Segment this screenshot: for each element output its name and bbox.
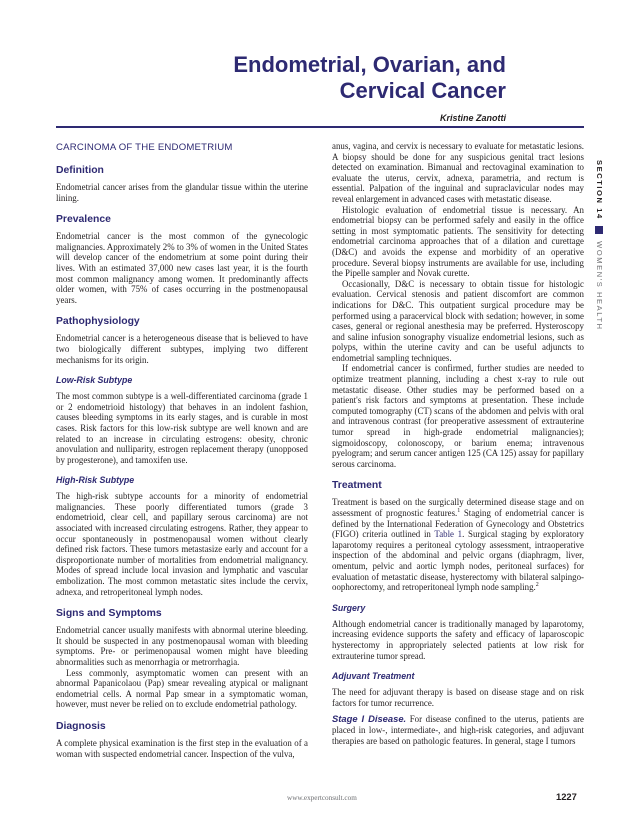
author-name: Kristine Zanotti <box>439 113 506 123</box>
high-risk-paragraph: The high-risk subtype accounts for a minority of endometrial malignancies. These poorly differentiated tumors (grade 3 endometrioid, clear cell, and papillary serous carcinoma) are not associated with increased circulating estrogens. Rather, they appear to occur spontaneously in postmenopausal women without clearly defined risk factors. These tumors metastasize early and account for a disproportionate number of mortalities from endometrial malignancy. Modes of spread include local invasion and lymphatic and vascular embolization. The most common metastatic sites include the cervix, adnexa, and retroperitoneal lymph nodes. <box>56 491 308 597</box>
treatment-heading: Treatment <box>332 480 382 492</box>
low-risk-paragraph: The most common subtype is a well-differentiated carcinoma (grade 1 or 2 endometrioid histology) that behaves in an indolent fashion, causes bleeding symptoms in its early stages, and is curable in most cases. Risk factors for this low-risk subtype are well known and are related to an increase in circulating estrogens: obesity, chronic anovulation and nulliparity, estrogen replacement therapy (unopposed by progesterone), and tamoxifen use. <box>56 391 308 465</box>
treatment-text: Staging of endometrial cancer is defined by the International Federation of Gynecology and Obstetrics (FIGO) criteria outlined in <box>332 508 584 540</box>
pathophysiology-heading: Pathophysiology <box>56 316 140 328</box>
footer-url[interactable]: www.expertconsult.com <box>287 794 357 802</box>
body-paragraph: Occasionally, D&C is necessary to obtain tissue for histologic evaluation. Cervical stenosis and patient discomfort are common indications for D&C. This outpatient surgical procedure may be performed using a paracervical block with sedation; however, in some cases, general or regional anesthesia may be preferred. Hysteroscopy and saline infusion sonography visualize endometrial lesions, such as polyps, within the uterine cavity and can be useful adjuncts to endometrial sampling techniques. <box>332 278 584 363</box>
prevalence-heading: Prevalence <box>56 214 111 226</box>
chapter-title-line-1: Endometrial, Ovarian, and <box>233 52 506 77</box>
stage-paragraph <box>332 714 584 746</box>
stage-lead: Stage I Disease. <box>332 713 407 725</box>
surgery-heading: Surgery <box>332 602 366 613</box>
body-paragraph: Histologic evaluation of endometrial tissue is necessary. An endometrial biopsy can be performed safely and easily in the office setting in most symptomatic patients. The sensitivity for detecting endometrial carcinoma approaches that of a dilation and curettage (D&C) and avoids the expense and morbidity of an operative procedure. Several biopsy instruments are available for use, including the Pipelle sampler and Novak curette. <box>332 204 584 279</box>
stage-text: For disease confined to the uterus, patients are placed in low-, intermediate-, and high-risk categories, and adjuvant therapies are based on pathologic features. In general, stage I tumors <box>332 714 584 746</box>
right-column <box>332 141 584 781</box>
diagnosis-heading: Diagnosis <box>56 720 106 732</box>
pathophysiology-paragraph: Endometrial cancer is a heterogeneous disease that is believed to have two biologically different subtypes, implying two different mechanisms for its origin. <box>56 333 308 365</box>
table-1-link[interactable]: Table 1 <box>434 529 463 540</box>
main-section-heading: CARCINOMA OF THE ENDOMETRIUM <box>56 142 233 153</box>
left-column <box>56 141 308 781</box>
treatment-text: Treatment is based on the surgically determined disease stage and on assessment of prognostic features. <box>332 497 584 518</box>
body-paragraph: anus, vagina, and cervix is necessary to evaluate for metastatic lesions. A biopsy should be done for any suspicious genital tract lesions detected on examination. Bimanual and rectovaginal examination to evaluate the uterus, cervix, adnexa, parametria, and rectum is essential. Palpation of the inguinal and supraclavicular nodes may reveal enlargement in advanced cases with metastatic disease. <box>332 141 584 204</box>
reference-marker: 1 <box>457 508 461 515</box>
reference-marker: 2 <box>535 582 539 589</box>
signs-paragraph: Endometrial cancer usually manifests with abnormal uterine bleeding. It should be suspected in any postmenopausal woman with bleeding symptoms. Pre- or perimenopausal women might have bleeding abnormalities such as menorrhagia or metrorrhagia. <box>56 625 308 667</box>
adjuvant-paragraph: The need for adjuvant therapy is based on disease stage and on risk factors for tumor recurrence. <box>332 687 584 708</box>
treatment-text: . Surgical staging by exploratory laparotomy requires a peritoneal cytology assessment, intraoperative inspection of the abdominal and pelvic organs (diaphragm, liver, omentum, pelvic and aortic lymph nodes, peritoneal surfaces) for evaluation of metastatic disease, hysterectomy with bilateral salpingo-oophorectomy, and retroperitoneal lymph node sampling. <box>332 529 584 593</box>
treatment-paragraph <box>332 497 584 592</box>
definition-heading: Definition <box>56 165 104 176</box>
square-bullet-icon <box>595 226 603 234</box>
section-label: SECTION 14 <box>595 160 604 220</box>
diagnosis-paragraph: A complete physical examination is the first step in the evaluation of a woman with suspected endometrial cancer. Inspection of the vulva, <box>56 737 308 759</box>
section-category: WOMEN'S HEALTH <box>595 241 604 331</box>
prevalence-paragraph: Endometrial cancer is the most common of the gynecologic malignancies. Approximately 2% to 3% of women in the United States will develop cancer of the endometrium at some point during their lives. With an estimated 37,000 new cases last year, it is the fourth most common malignancy among women. It predominantly affects older women, with 75% of cases occurring in the postmenopausal years. <box>56 231 308 305</box>
surgery-paragraph: Although endometrial cancer is traditionally managed by laparotomy, increasing evidence supports the safety and efficacy of laparoscopic hysterectomy in appropriately selected patients at low risk for extrauterine tumor spread. <box>332 618 584 661</box>
low-risk-heading: Low-Risk Subtype <box>56 375 133 386</box>
header-divider <box>56 126 584 128</box>
chapter-title-line-2: Cervical Cancer <box>339 78 506 103</box>
section-sidebar <box>595 160 617 336</box>
definition-paragraph: Endometrial cancer arises from the glandular tissue within the uterine lining. <box>56 182 308 203</box>
page-number: 1227 <box>556 791 577 802</box>
high-risk-heading: High-Risk Subtype <box>56 475 135 486</box>
signs-paragraph: Less commonly, asymptomatic women can present with an abnormal Papanicolaou (Pap) smear revealing atypical or malignant endometrial cells. A normal Pap smear in a symptomatic woman, however, must never be relied on to exclude endometrial pathology. <box>56 667 308 710</box>
adjuvant-heading: Adjuvant Treatment <box>332 671 415 682</box>
body-paragraph: If endometrial cancer is confirmed, further studies are needed to optimize treatment planning, including a chest x-ray to rule out metastatic disease. Other studies may be performed based on a patient's risk factors and symptoms at presentation. These include computed tomography (CT) scans of the abdomen and pelvis with oral and intravenous contrast (for preoperative assessment of extrauterine tumor spread in high-grade endometrial malignancies); sigmoidoscopy, colonoscopy, or barium enema; intravenous pyelogram; and serum cancer antigen 125 (CA 125) assay for papillary serous carcinoma. <box>332 363 584 469</box>
signs-heading: Signs and Symptoms <box>56 608 162 620</box>
